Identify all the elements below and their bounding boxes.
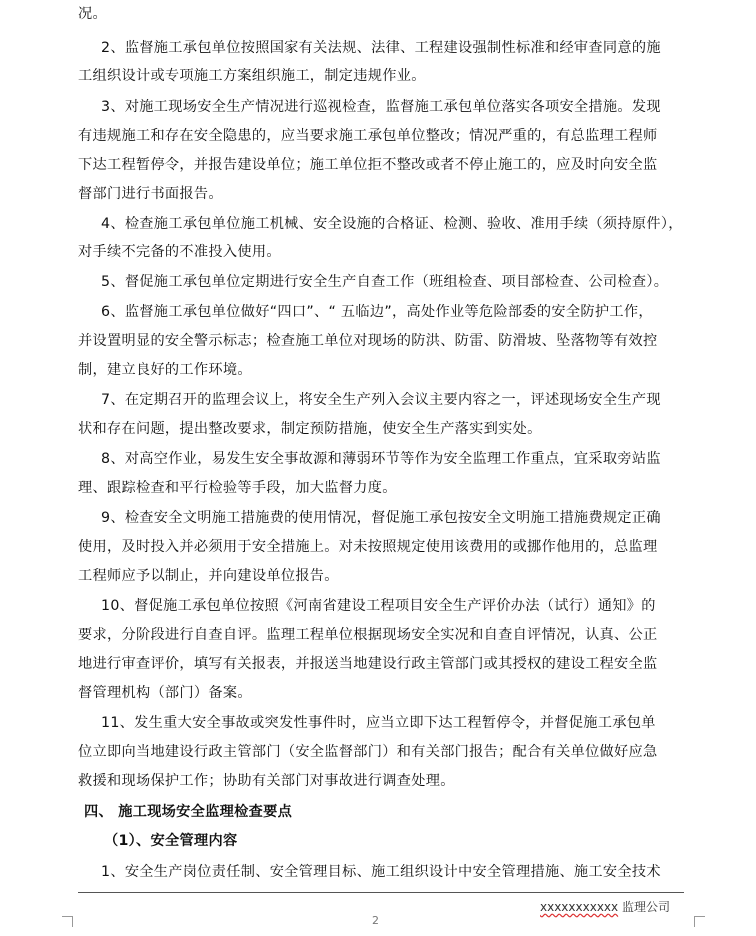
paragraph-line: 8、对高空作业，易发生安全事故源和薄弱环节等作为安全监理工作重点，宜采取旁站监 xyxy=(101,451,661,467)
paragraph-line: 2、监督施工承包单位按照国家有关法规、法律、工程建设强制性标准和经审查同意的施 xyxy=(101,40,661,56)
page-corner-mark xyxy=(62,916,73,927)
paragraph-line: 制，建立良好的工作环境。 xyxy=(78,362,252,378)
paragraph-line: 10、督促施工承包单位按照《河南省建设工程项目安全生产评价办法（试行）通知》的 xyxy=(101,598,656,614)
paragraph-line: 督管理机构（部门）备案。 xyxy=(78,685,252,701)
paragraph-line: 状和存在问题，提出整改要求，制定预防措施，使安全生产落实到实处。 xyxy=(78,421,542,437)
company-suffix: 监理公司 xyxy=(621,900,670,914)
paragraph-line: 下达工程暂停令，并报告建设单位；施工单位拒不整改或者不停止施工的，应及时向安全监 xyxy=(78,157,658,173)
paragraph-line: 使用，及时投入并必须用于安全措施上。对未按照规定使用该费用的或挪作他用的，总监理 xyxy=(78,539,658,555)
paragraph-line: 6、监督施工承包单位做好“四口”、“ 五临边”，高处作业等危险部委的安全防护工作， xyxy=(101,304,653,320)
subsection-heading: （1）、安全管理内容 xyxy=(104,833,238,849)
paragraph-line: 3、对施工现场安全生产情况进行巡视检查，监督施工承包单位落实各项安全措施。发现 xyxy=(101,99,661,115)
paragraph-line: 1、安全生产岗位责任制、安全管理目标、施工组织设计中安全管理措施、施工安全技术 xyxy=(101,864,661,880)
company-label xyxy=(540,898,670,915)
paragraph-line: 4、检查施工承包单位施工机械、安全设施的合格证、检测、验收、准用手续（须持原件）， xyxy=(101,216,683,232)
paragraph-line: 5、督促施工承包单位定期进行安全生产自查工作（班组检查、项目部检查、公司检查）。 xyxy=(101,274,669,290)
paragraph-line: 救援和现场保护工作；协助有关部门对事故进行调查处理。 xyxy=(78,773,455,789)
paragraph-line: 理、跟踪检查和平行检验等手段，加大监督力度。 xyxy=(78,480,397,496)
paragraph-line: 工组织设计或专项施工方案组织施工，制定违规作业。 xyxy=(78,68,426,84)
paragraph-line: 要求，分阶段进行自查自评。监理工程单位根据现场安全实况和自查自评情况，认真、公正 xyxy=(78,627,658,643)
paragraph-line: 9、检查安全文明施工措施费的使用情况，督促施工承包按安全文明施工措施费规定正确 xyxy=(101,510,661,526)
paragraph-line: 况。 xyxy=(78,6,107,22)
footer-divider xyxy=(78,892,684,893)
page-number: 2 xyxy=(372,914,379,927)
paragraph-line: 对手续不完备的不准投入使用。 xyxy=(78,244,281,260)
company-placeholder: xxxxxxxxxxx xyxy=(540,900,619,914)
paragraph-line: 11、发生重大安全事故或突发性事件时，应当立即下达工程暂停令，并督促施工承包单 xyxy=(101,715,656,731)
paragraph-line: 督部门进行书面报告。 xyxy=(78,186,223,202)
paragraph-line: 位立即向当地建设行政主管部门（安全监督部门）和有关部门报告；配合有关单位做好应急 xyxy=(78,744,658,760)
paragraph-line: 地进行审查评价，填写有关报表，并报送当地建设行政主管部门或其授权的建设工程安全监 xyxy=(78,656,658,672)
paragraph-line: 有违规施工和存在安全隐患的，应当要求施工承包单位整改；情况严重的，有总监理工程师 xyxy=(78,128,658,144)
page-corner-mark xyxy=(694,916,705,927)
paragraph-line: 并设置明显的安全警示标志；检查施工单位对现场的防洪、防雷、防滑坡、坠落物等有效控 xyxy=(78,333,658,349)
paragraph-line: 7、在定期召开的监理会议上，将安全生产列入会议主要内容之一，评述现场安全生产现 xyxy=(101,392,661,408)
section-heading: 四、 施工现场安全监理检查要点 xyxy=(84,804,293,820)
paragraph-line: 工程师应予以制止，并向建设单位报告。 xyxy=(78,568,339,584)
